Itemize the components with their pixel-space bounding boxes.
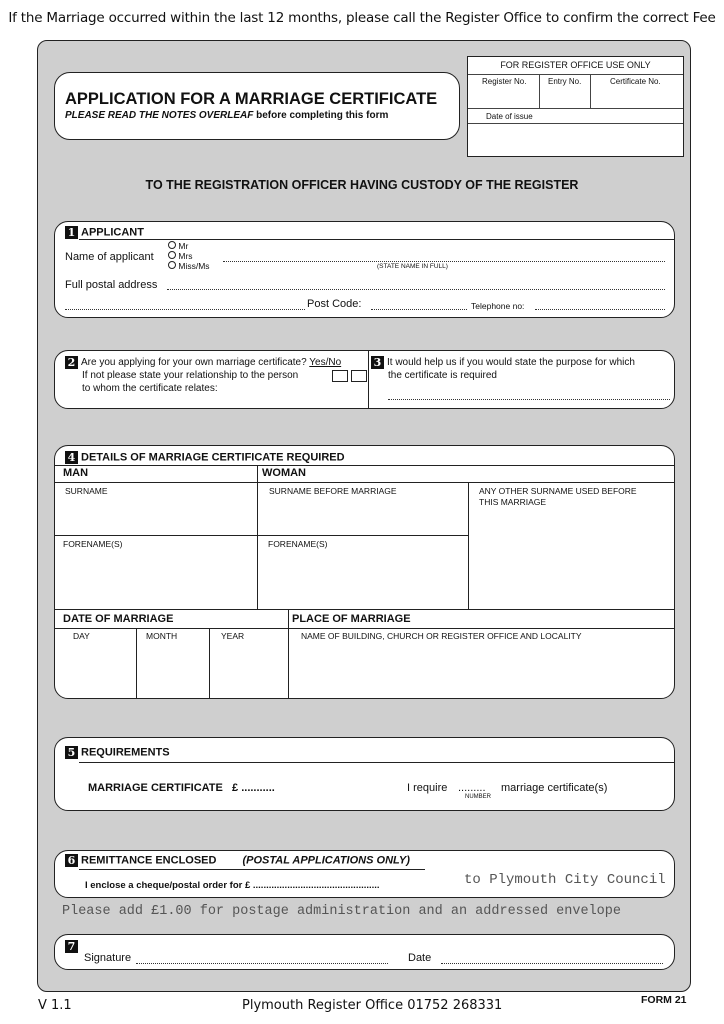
month-label: MONTH [146, 631, 178, 641]
date-field[interactable] [441, 963, 663, 964]
section-6-title: REMITTANCE ENCLOSED [81, 854, 217, 867]
office-use-box [467, 56, 684, 157]
certificate-no-label: Certificate No. [610, 77, 661, 86]
title-option-miss[interactable]: Miss/Ms [168, 261, 210, 271]
section-1-title: APPLICANT [81, 226, 144, 239]
section-requirements [54, 737, 675, 811]
form-title: APPLICATION FOR A MARRIAGE CERTIFICATE [65, 90, 438, 108]
form-title-box [54, 72, 460, 140]
section-number-6: 6 [65, 854, 78, 867]
payee-text: to Plymouth City Council [464, 872, 666, 888]
purpose-field[interactable] [388, 399, 670, 400]
radio-mrs[interactable] [168, 251, 176, 259]
woman-forename-label: FORENAME(S) [268, 539, 328, 549]
other-surname-label: ANY OTHER SURNAME USED BEFORE THIS MARRIAGE [479, 486, 637, 507]
section-6-heading [65, 854, 410, 867]
address-field-1[interactable] [167, 289, 665, 290]
date-of-issue-label: Date of issue [486, 112, 533, 121]
title-options [168, 241, 210, 271]
section-3-text: 3 It would help us if you would state the purpose for which the certificate is required [371, 356, 635, 382]
woman-heading: WOMAN [262, 467, 306, 479]
yes-no-label: Yes/No [309, 357, 342, 369]
number-hint: NUMBER [465, 794, 492, 800]
fee-field[interactable]: £ ........... [232, 782, 275, 794]
form-instructions [65, 110, 388, 121]
section-6-subtitle: (POSTAL APPLICATIONS ONLY) [242, 854, 410, 867]
section-1-heading [65, 226, 144, 239]
section-signature [54, 934, 675, 970]
section-number-7: 7 [65, 940, 78, 953]
name-label: Name of applicant [65, 251, 154, 263]
entry-no-label: Entry No. [548, 77, 582, 86]
man-forename-label: FORENAME(S) [63, 539, 123, 549]
version-label: V 1.1 [38, 998, 72, 1013]
section-4-heading [65, 451, 345, 464]
section-number-4: 4 [65, 451, 78, 464]
quantity-field[interactable]: ......... [458, 782, 486, 794]
form-number: FORM 21 [641, 994, 687, 1006]
certificate-fee: MARRIAGE CERTIFICATE £ ........... [88, 782, 275, 794]
section-2-text: 2 Are you applying for your own marriage certificate? Yes/No If not please state your relationship to the person to whom the certificate relates: [65, 356, 341, 395]
man-surname-label: SURNAME [65, 486, 108, 496]
signature-field[interactable] [136, 963, 388, 964]
section-4-title: DETAILS OF MARRIAGE CERTIFICATE REQUIRED [81, 451, 345, 464]
section-number-3: 3 [371, 356, 384, 369]
cheque-amount-field[interactable]: I enclose a cheque/postal order for £ ................................................ [85, 880, 380, 891]
section-applicant [54, 221, 675, 318]
place-of-marriage-heading: PLACE OF MARRIAGE [292, 613, 411, 625]
section-5-heading [65, 746, 170, 759]
instruction-emphasis: PLEASE READ THE NOTES OVERLEAF [65, 110, 254, 121]
title-option-mr[interactable]: Mr [168, 241, 210, 251]
address-label: Full postal address [65, 279, 158, 291]
require-text: I require [407, 782, 448, 794]
no-checkbox[interactable] [351, 370, 367, 382]
section-remittance [54, 850, 675, 898]
postcode-label: Post Code: [307, 298, 362, 310]
man-heading: MAN [63, 467, 89, 479]
office-contact: Plymouth Register Office 01752 268331 [242, 998, 503, 1013]
date-of-marriage-heading: DATE OF MARRIAGE [63, 613, 174, 625]
day-label: DAY [73, 631, 90, 641]
address-field-2[interactable] [65, 309, 305, 310]
instruction-rest: before completing this form [253, 110, 389, 121]
date-label: Date [408, 952, 432, 964]
year-label: YEAR [221, 631, 245, 641]
office-use-heading: FOR REGISTER OFFICE USE ONLY [500, 60, 651, 70]
name-hint: (STATE NAME IN FULL) [377, 263, 448, 270]
radio-mr[interactable] [168, 241, 176, 249]
section-5-title: REQUIREMENTS [81, 746, 170, 759]
yes-checkbox[interactable] [332, 370, 348, 382]
postage-note: Please add £1.00 for postage administration and an addressed envelope [62, 904, 621, 919]
radio-miss-ms[interactable] [168, 261, 176, 269]
signature-label: Signature [84, 952, 132, 964]
section-number-5: 5 [65, 746, 78, 759]
telephone-label: Telephone no: [471, 301, 525, 311]
telephone-field[interactable] [535, 309, 665, 310]
fee-notice: If the Marriage occurred within the last 12 months, please call the Register Office to confirm the correct Fee [8, 10, 716, 26]
woman-surname-label: SURNAME BEFORE MARRIAGE [269, 486, 397, 496]
section-marriage-details [54, 445, 675, 699]
section-own-certificate [54, 350, 675, 409]
name-field[interactable] [223, 261, 665, 262]
title-option-mrs[interactable]: Mrs [168, 251, 210, 261]
section-7-heading [65, 938, 81, 956]
section-number-2: 2 [65, 356, 78, 369]
postcode-field[interactable] [371, 309, 467, 310]
addressee-heading: TO THE REGISTRATION OFFICER HAVING CUSTODY OF THE REGISTER [145, 178, 579, 192]
section-number-1: 1 [65, 226, 78, 239]
register-no-label: Register No. [482, 77, 527, 86]
place-hint: NAME OF BUILDING, CHURCH OR REGISTER OFFICE AND LOCALITY [301, 631, 582, 641]
require-suffix: marriage certificate(s) [501, 782, 608, 794]
